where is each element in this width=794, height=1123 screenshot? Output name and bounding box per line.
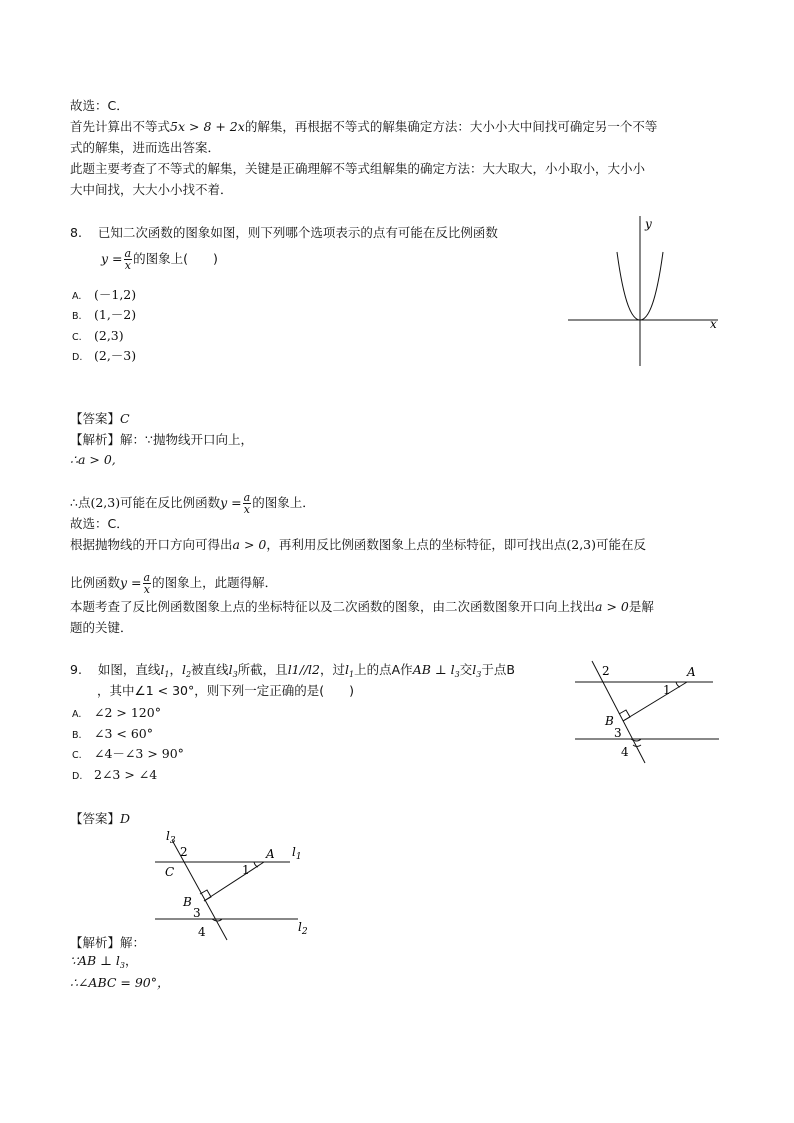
text: 的图象上，此题得解．: [152, 575, 278, 590]
angle-4-arc: [633, 745, 641, 747]
text: 可能在反: [596, 537, 647, 552]
line-l2: [182, 662, 191, 677]
q9-option-b: [72, 725, 153, 745]
option-key: C.: [72, 332, 82, 343]
text: ，过: [320, 662, 346, 677]
label-2: 2: [180, 845, 188, 859]
y-equals: y =: [101, 251, 123, 266]
q8-analysis-7: [70, 598, 654, 616]
stem-text: 的图象上( ): [133, 251, 218, 266]
angle-1-arc: [254, 862, 258, 867]
fraction-a-over-x: [143, 572, 152, 595]
q8-option-b: [72, 306, 136, 326]
label-A: A: [687, 665, 696, 679]
option-text: ∠4－∠3 > 90°: [94, 746, 184, 761]
q8-analysis-6: [70, 572, 277, 595]
x-axis-label: x: [710, 317, 717, 331]
q8-option-d: [72, 347, 136, 367]
line-l3: [472, 662, 481, 677]
q9-analysis-3: [70, 974, 170, 992]
segment-ab: [623, 682, 687, 721]
analysis-label: 【解析】: [70, 432, 121, 447]
option-text: (1,－2): [94, 307, 137, 322]
stem-text: 已知二次函数的图象如图，则下列哪个选项表示的点有可能在反比例函数: [97, 225, 498, 240]
y-axis-label: y: [645, 217, 652, 231]
analysis-text: ∴∠ABC = 90°，: [70, 975, 170, 990]
denominator: x: [124, 259, 131, 272]
option-text: ∠2 > 120°: [94, 705, 161, 720]
q8-analysis-5: [70, 536, 646, 554]
line-l3: [229, 662, 238, 677]
q7-explain-line-1: [70, 118, 657, 136]
point: (2,3): [90, 495, 121, 510]
right-angle-mark: [200, 890, 211, 901]
subscript: 2: [185, 670, 192, 679]
q7-summary-line-2: 大中间找，大大小小找不着．: [70, 182, 233, 197]
q8-stem-line-2: [101, 248, 218, 271]
label-1: 1: [663, 683, 671, 697]
parallel-expr: l1//l2: [287, 662, 321, 677]
q8-analysis-2: [70, 451, 116, 469]
text: 的图象上．: [252, 495, 315, 510]
label-B: B: [183, 895, 192, 909]
option-key: A.: [72, 291, 82, 302]
option-text: (－1,2): [94, 287, 137, 302]
sym: l: [181, 662, 186, 677]
question-number: 9.: [70, 662, 82, 677]
q9-figure: [575, 655, 725, 770]
q9-option-c: [72, 745, 184, 765]
fraction-a-over-x: [243, 492, 252, 515]
q8-option-a: [72, 286, 136, 306]
q7-conclusion: 故选：C．: [70, 98, 129, 113]
q7-explain-line-2: 式的解集，进而选出答案．: [70, 140, 221, 155]
q9-option-a: [72, 704, 161, 724]
q8-analysis-3: [70, 492, 315, 515]
text: 上的点A作: [354, 662, 413, 677]
text: 本题考查了反比例函数图象上点的坐标特征以及二次函数的图象，由二次函数图象开口向上找出: [70, 599, 596, 614]
subscript: 3: [454, 670, 460, 679]
option-key: D.: [72, 771, 83, 782]
line-l1: [345, 662, 354, 677]
q9-analysis-2: [70, 952, 137, 975]
answer-value: C: [120, 411, 130, 426]
inequality: 5x > 8 + 2x: [170, 119, 245, 134]
label-l2: $l_2$: [298, 920, 308, 937]
option-text: (2,3): [94, 328, 124, 343]
analysis-text: ∴a > 0,: [70, 452, 116, 467]
answer-value: D: [120, 811, 131, 826]
analysis-text: 解：: [120, 935, 146, 950]
text: 所截，且: [237, 662, 288, 677]
text: 比例函数: [70, 575, 121, 590]
inequality: a > 0: [595, 599, 629, 614]
label-2: 2: [602, 664, 610, 678]
subscript: 3: [119, 961, 125, 970]
denominator: x: [243, 503, 251, 516]
option-key: D.: [72, 352, 83, 363]
subscript: 3: [476, 670, 482, 679]
angle-1-arc: [676, 682, 680, 687]
text: 交: [459, 662, 473, 677]
text: 根据抛物线的开口方向可得出: [70, 537, 233, 552]
q8-option-c: [72, 327, 124, 347]
label-1: 1: [242, 863, 250, 877]
label-4: 4: [621, 745, 629, 759]
subscript: 1: [349, 670, 355, 679]
q9-analysis-1: [70, 934, 145, 952]
analysis-text: 解：∵抛物线开口向上，: [120, 432, 253, 447]
numerator: a: [124, 247, 132, 260]
q7-summary-line-1: 此题主要考查了不等式的解集，关键是正确理解不等式组解集的确定方法：大大取大，小小取小，大小小: [70, 161, 646, 176]
y-equals: y =: [220, 495, 242, 510]
numerator: a: [143, 571, 151, 584]
q8-analysis-4: 故选：C．: [70, 516, 129, 531]
label-A: A: [266, 847, 275, 861]
subscript: 1: [164, 670, 170, 679]
point: (2,3): [566, 537, 596, 552]
q9-stem-line-1: [70, 661, 515, 684]
inequality: a > 0: [232, 537, 267, 552]
text: 如图，直线: [97, 662, 161, 677]
q9-stem-line-2: ，其中∠1 < 30°，则下列一定正确的是( ): [97, 683, 354, 698]
sym: l: [345, 662, 350, 677]
label-4: 4: [198, 925, 206, 939]
q9-answer-figure: [150, 828, 320, 943]
text: 可能在反比例函数: [120, 495, 221, 510]
option-key: B.: [72, 730, 82, 741]
q9-answer: [70, 810, 130, 828]
numerator: a: [243, 491, 251, 504]
label-C: C: [165, 865, 175, 879]
label-l1: $l_1$: [292, 845, 302, 862]
text: ，再利用反比例函数图象上点的坐标特征，即可找出点: [266, 537, 567, 552]
denominator: x: [143, 583, 150, 596]
q8-stem-line-1: [70, 224, 498, 242]
sym: l: [160, 662, 165, 677]
q8-analysis-1: [70, 431, 253, 449]
sym: l: [228, 662, 233, 677]
text: 被直线: [191, 662, 229, 677]
option-text: 2∠3 > ∠4: [94, 767, 158, 782]
text: ，: [169, 662, 182, 677]
text: ，: [124, 953, 138, 968]
sym: l: [472, 662, 477, 677]
option-key: C.: [72, 750, 82, 761]
option-text: (2,－3): [94, 348, 137, 363]
label-3: 3: [193, 906, 201, 920]
subscript: 3: [232, 670, 238, 679]
perp-expr: AB ⊥ l: [412, 662, 455, 677]
answer-label: 【答案】: [70, 411, 121, 426]
label-3: 3: [614, 726, 622, 740]
text: 是解: [628, 599, 654, 614]
option-text: ∠3 < 60°: [94, 726, 154, 741]
q8-answer: [70, 410, 130, 428]
label-B: B: [605, 714, 614, 728]
q8-analysis-8: 题的关键．: [70, 620, 133, 635]
fraction-a-over-x: [124, 248, 133, 271]
text: 首先计算出不等式: [70, 119, 171, 134]
q9-option-d: [72, 766, 157, 786]
text: ∴点: [70, 495, 91, 510]
option-key: A.: [72, 709, 82, 720]
y-equals: y =: [120, 575, 142, 590]
question-number: 8.: [70, 225, 82, 240]
segment-ab: [204, 862, 264, 901]
parabola-graph: [560, 212, 730, 372]
answer-label: 【答案】: [70, 811, 121, 826]
text: 于点B: [481, 662, 515, 677]
label-l3: $l_3$: [166, 829, 176, 846]
analysis-label: 【解析】: [70, 935, 121, 950]
text: 的解集，再根据不等式的解集确定方法：大小小大中间找可确定另一个不等: [244, 119, 658, 134]
option-key: B.: [72, 311, 82, 322]
analysis-text: ∵AB ⊥ l: [70, 953, 120, 968]
